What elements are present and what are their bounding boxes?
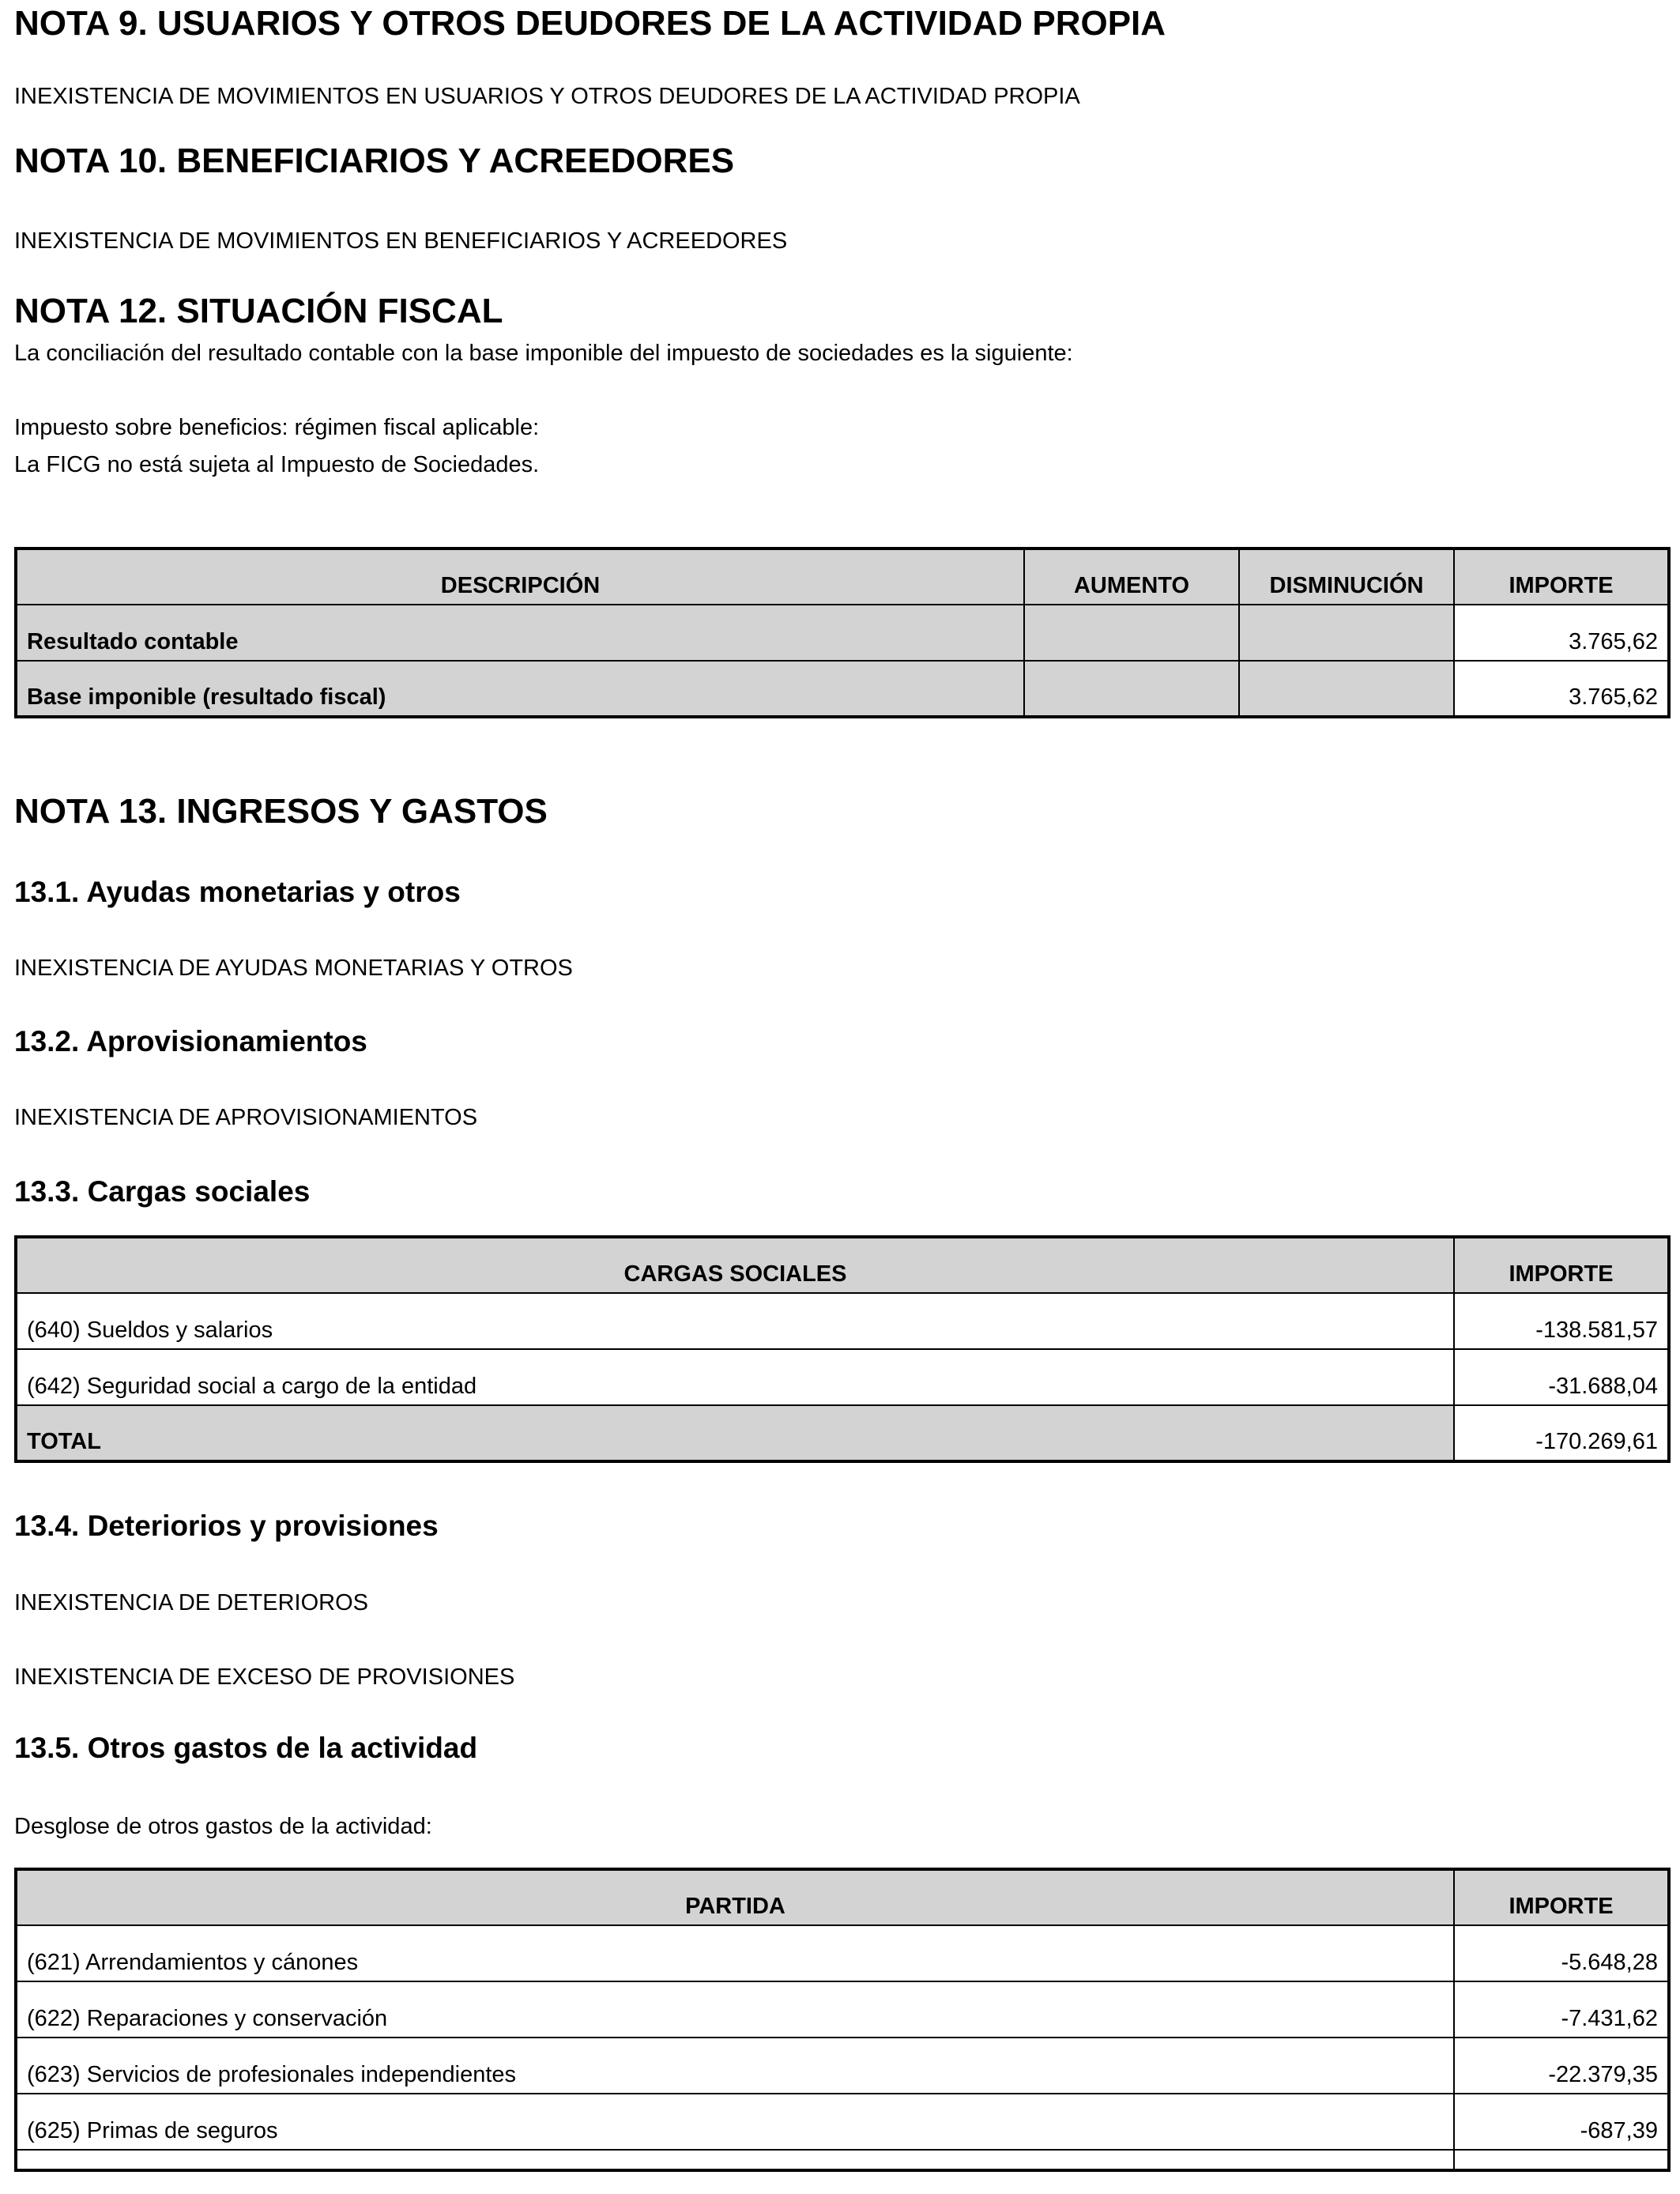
section-13-1-text: INEXISTENCIA DE AYUDAS MONETARIAS Y OTROS	[14, 956, 573, 981]
total-row	[16, 1405, 1669, 1461]
nota12-regime-label: Impuesto sobre beneficios: régimen fiscal aplicable:	[14, 415, 540, 440]
table-row	[16, 1981, 1669, 2038]
header-partida: PARTIDA	[16, 1869, 1454, 1925]
nota10-text: INEXISTENCIA DE MOVIMIENTOS EN BENEFICIARIOS Y ACREEDORES	[14, 228, 788, 254]
table-header-row	[16, 1869, 1669, 1925]
row-importe: -7.431,62	[1454, 1981, 1669, 2038]
section-13-4-text1: INEXISTENCIA DE DETERIOROS	[14, 1590, 368, 1615]
row-label: (621) Arrendamientos y cánones	[16, 1925, 1454, 1981]
row-label: (642) Seguridad social a cargo de la entidad	[16, 1349, 1454, 1405]
section-13-5-title: 13.5. Otros gastos de la actividad	[14, 1732, 478, 1764]
row-label	[16, 2150, 1454, 2170]
header-cargas-sociales: CARGAS SOCIALES	[16, 1237, 1454, 1293]
row-importe: -138.581,57	[1454, 1293, 1669, 1349]
nota9-title: NOTA 9. USUARIOS Y OTROS DEUDORES DE LA ACTIVIDAD PROPIA	[14, 4, 1166, 43]
row-importe: 3.765,62	[1454, 605, 1669, 661]
table-row	[16, 2150, 1669, 2170]
header-importe: IMPORTE	[1454, 1237, 1669, 1293]
row-disminucion	[1239, 605, 1454, 661]
nota10-title: NOTA 10. BENEFICIARIOS Y ACREEDORES	[14, 141, 735, 180]
nota9-text: INEXISTENCIA DE MOVIMIENTOS EN USUARIOS Y OTROS DEUDORES DE LA ACTIVIDAD PROPIA	[14, 84, 1080, 109]
header-disminucion: DISMINUCIÓN	[1239, 548, 1454, 605]
section-13-5-intro: Desglose de otros gastos de la actividad:	[14, 1814, 432, 1839]
nota12-intro: La conciliación del resultado contable con la base imponible del impuesto de sociedades es la siguiente:	[14, 341, 1073, 366]
row-disminucion	[1239, 661, 1454, 717]
otros-gastos-table	[14, 1868, 1671, 2172]
table-header-row	[16, 548, 1669, 605]
table-row	[16, 661, 1669, 717]
header-importe: IMPORTE	[1454, 1869, 1669, 1925]
row-aumento	[1024, 661, 1239, 717]
table-row	[16, 2038, 1669, 2094]
table-row	[16, 605, 1669, 661]
table-row	[16, 1349, 1669, 1405]
row-importe: -687,39	[1454, 2094, 1669, 2150]
header-aumento: AUMENTO	[1024, 548, 1239, 605]
header-descripcion: DESCRIPCIÓN	[16, 548, 1024, 605]
row-importe: -31.688,04	[1454, 1349, 1669, 1405]
table-row	[16, 1925, 1669, 1981]
total-label: TOTAL	[16, 1405, 1454, 1461]
table-row	[16, 1293, 1669, 1349]
section-13-4-title: 13.4. Deteriorios y provisiones	[14, 1510, 439, 1542]
cargas-sociales-table	[14, 1235, 1671, 1463]
nota12-regime-text: La FICG no está sujeta al Impuesto de Sociedades.	[14, 452, 540, 477]
row-importe: -22.379,35	[1454, 2038, 1669, 2094]
row-label: (622) Reparaciones y conservación	[16, 1981, 1454, 2038]
row-importe	[1454, 2150, 1669, 2170]
section-13-1-title: 13.1. Ayudas monetarias y otros	[14, 876, 461, 908]
total-importe: -170.269,61	[1454, 1405, 1669, 1461]
table-row	[16, 2094, 1669, 2150]
row-label: (625) Primas de seguros	[16, 2094, 1454, 2150]
row-aumento	[1024, 605, 1239, 661]
nota12-title: NOTA 12. SITUACIÓN FISCAL	[14, 292, 503, 330]
fiscal-reconciliation-table	[14, 547, 1671, 718]
row-importe: -5.648,28	[1454, 1925, 1669, 1981]
section-13-2-text: INEXISTENCIA DE APROVISIONAMIENTOS	[14, 1105, 478, 1130]
row-desc: Base imponible (resultado fiscal)	[16, 661, 1024, 717]
nota13-title: NOTA 13. INGRESOS Y GASTOS	[14, 792, 548, 831]
section-13-4-text2: INEXISTENCIA DE EXCESO DE PROVISIONES	[14, 1664, 515, 1690]
row-label: (623) Servicios de profesionales independientes	[16, 2038, 1454, 2094]
section-13-2-title: 13.2. Aprovisionamientos	[14, 1025, 367, 1057]
header-importe: IMPORTE	[1454, 548, 1669, 605]
section-13-3-title: 13.3. Cargas sociales	[14, 1175, 311, 1208]
row-desc: Resultado contable	[16, 605, 1024, 661]
table-header-row	[16, 1237, 1669, 1293]
row-importe: 3.765,62	[1454, 661, 1669, 717]
row-label: (640) Sueldos y salarios	[16, 1293, 1454, 1349]
